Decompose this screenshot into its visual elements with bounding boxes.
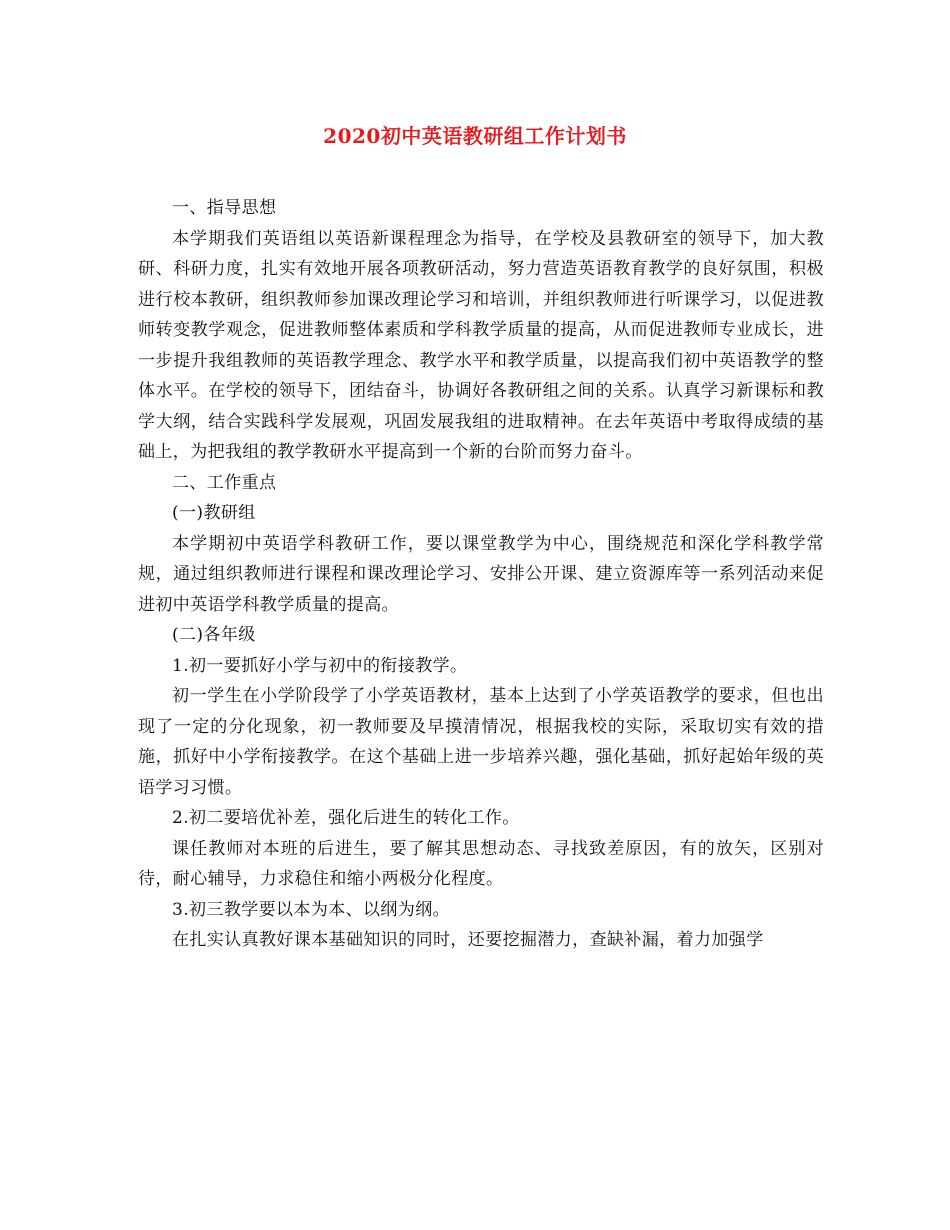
paragraph-grade-two: 课任教师对本班的后进生，要了解其思想动态、寻找致差原因，有的放矢，区别对待，耐心辅导，力求稳住和缩小两极分化程度。	[138, 838, 824, 889]
item-grade-three: 3.初三教学要以本为本、以纲为纲。	[172, 899, 451, 920]
item-grade-one: 1.初一要抓好小学与初中的衔接教学。	[172, 655, 468, 676]
subheading-grades: (二)各年级	[172, 625, 256, 645]
paragraph-guiding-ideology: 本学期我们英语组以英语新课程理念为指导，在学校及县教研室的领导下，加大教研、科研力度，扎实有效地开展各项教研活动，努力营造英语教育教学的良好氛围，积极进行校本教研，组织教师参加课改理论学习和培训，并组织教师进行听课学习，以促进教师转变教学观念，促进教师整体素质和学科教学质量的提高，从而促进教师专业成长，进一步提升我组教师的英语教学理念、教学水平和教学质量，以提高我们初中英语教学的整体水平。在学校的领导下，团结奋斗，协调好各教研组之间的关系。认真学习新课标和教学大纲，结合实践科学发展观，巩固发展我组的进取精神。在去年英语中考取得成绩的基础上，为把我组的教学教研水平提高到一个新的台阶而努力奋斗。	[138, 228, 824, 462]
item-grade-two: 2.初二要培优补差，强化后进生的转化工作。	[172, 808, 520, 828]
section-heading-work-focus: 二、工作重点	[172, 472, 277, 493]
paragraph-grade-one: 初一学生在小学阶段学了小学英语教材，基本上达到了小学英语教学的要求，但也出现了一定的分化现象，初一教师要及早摸清情况，根据我校的实际，采取切实有效的措施，抓好中小学衔接教学。在这个基础上进一步培养兴趣，强化基础，抓好起始年级的英语学习习惯。	[138, 686, 824, 798]
paragraph-grade-three: 在扎实认真教好课本基础知识的同时，还要挖掘潜力，查缺补漏，着力加强学	[172, 930, 764, 950]
paragraph-research-group: 本学期初中英语学科教研工作，要以课堂教学为中心，围绕规范和深化学科教学常规，通过组织教师进行课程和课改理论学习、安排公开课、建立资源库等一系列活动来促进初中英语学科教学质量的提高。	[138, 533, 824, 615]
document-title: 2020初中英语教研组工作计划书	[323, 124, 627, 148]
document-body	[138, 193, 824, 956]
section-heading-guiding-ideology: 一、指导思想	[172, 198, 277, 218]
subheading-research-group: (一)教研组	[172, 503, 256, 523]
